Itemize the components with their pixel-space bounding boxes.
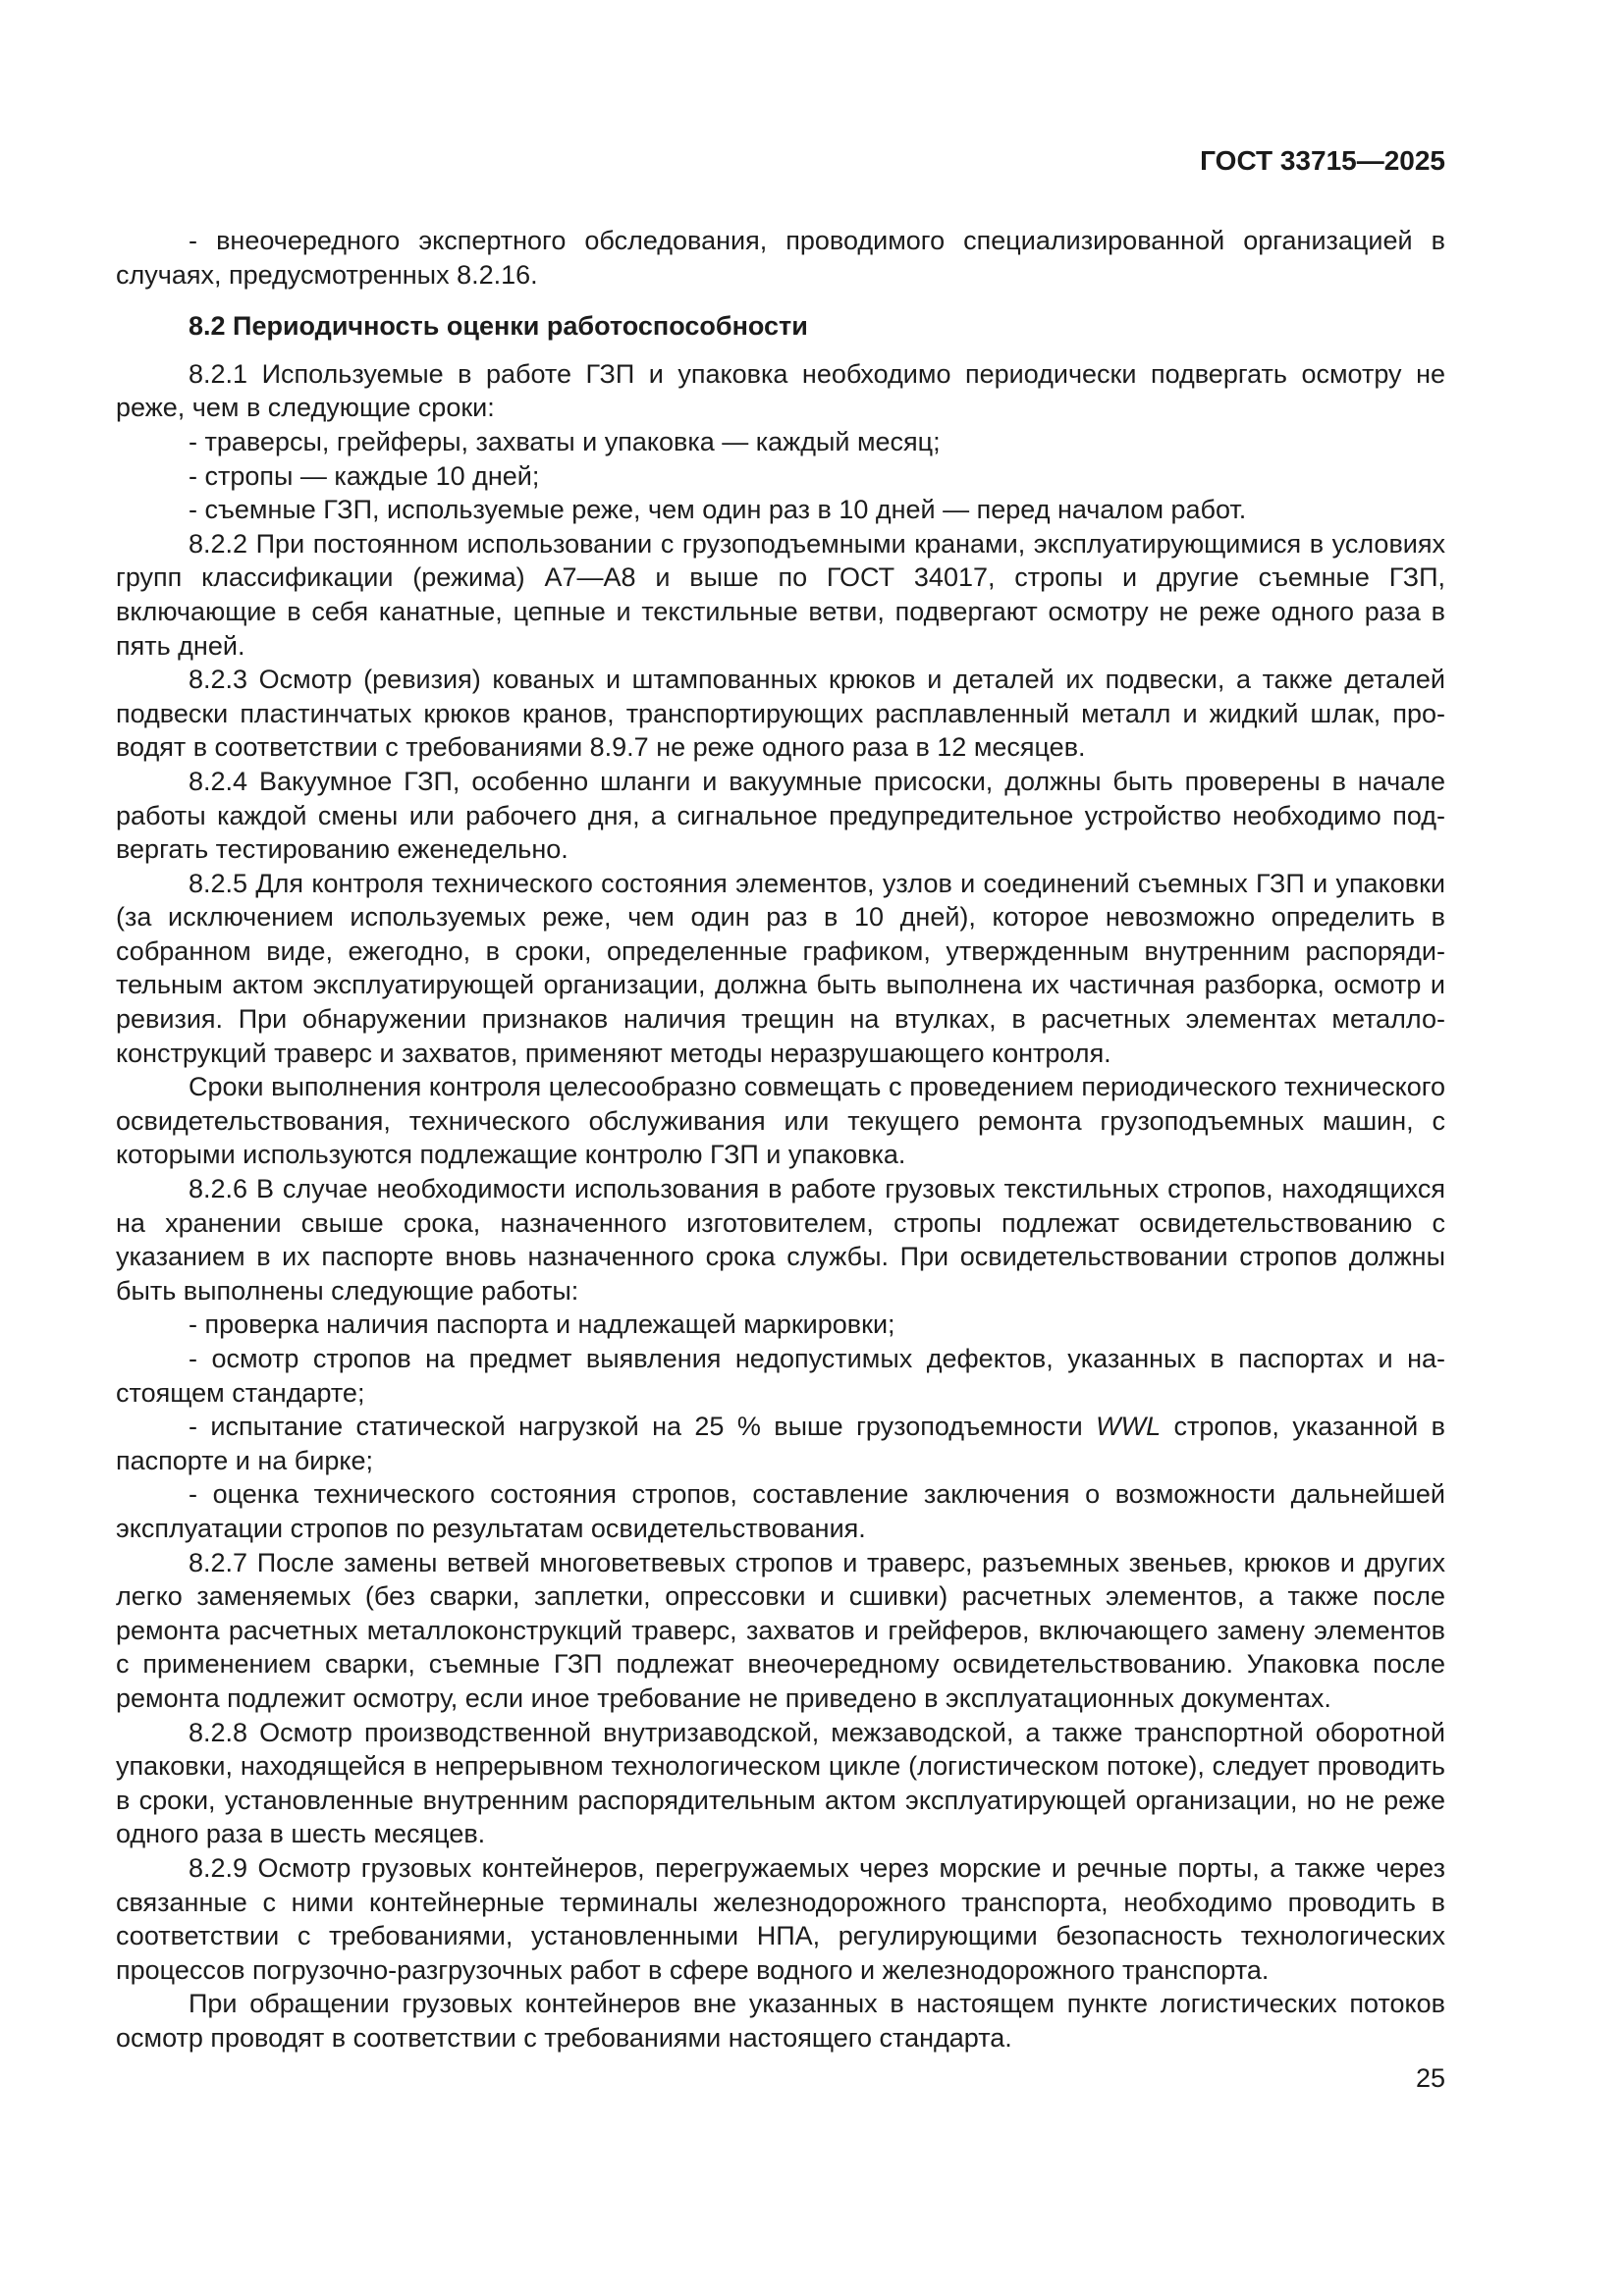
- list-item: - стропы — каждые 10 дней;: [189, 460, 540, 491]
- paragraph: 8.2.3 Осмотр (ревизия) кованых и штампованных крюков и деталей их подвески, а также деталей подвески пластинчатых крюков кранов, транспортирующих расплавленный металл и жидкий шлак, проводят в соответствии с требованиями 8.9.7 не реже одного раза в 12 месяцев.: [116, 665, 1445, 763]
- paragraph: 8.2.2 При постоянном использовании с грузоподъемными кранами, эксплуатирующимися в условиях групп классификации (режима) А7—А8 и выше по ГОСТ 34017, стропы и другие съемные ГЗП, включающие в себя канатные, цепные и текстильные ветви, подвергают осмотру не реже одного раза в пять дней.: [116, 528, 1445, 661]
- paragraph: - внеочередного экспертного обследования, проводимого специализированной организацией в случаях, предусмотренных 8.2.16.: [116, 226, 1445, 290]
- paragraph: 8.2.5 Для контроля технического состояния элементов, узлов и соединений съемных ГЗП и упаковки (за исключением используемых реже, чем один раз в 10 дней), которое невозможно определить в собранном виде, ежегодно, в сроки, определенные графиком, утвержденным внутренним распорядительным актом эксплуатирующей организации, должна быть выполнена их частичная разборка, осмотр и ревизия. При обнаружении признаков наличия трещин на втулках, в расчетных элементах металлоконструкций траверс и захватов, применяют методы неразрушающего контроля.: [116, 868, 1445, 1068]
- paragraph: 8.2.7 После замены ветвей многоветвевых стропов и траверс, разъемных звеньев, крюков и других легко заменяемых (без сварки, заплетки, опрессовки и сшивки) расчетных элементов, а также после ремонта расчетных металлоконструкций траверс, захватов и грейферов, включающего замену элементов с применением сварки, съемные ГЗП подлежат внеочередному освидетельствованию. Упаковка после ремонта подлежит осмотру, если иное требование не приведено в эксплуатационных документах.: [116, 1547, 1445, 1713]
- section-heading: 8.2 Периодичность оценки работоспособности: [189, 311, 808, 342]
- wwl-term: WWL: [1096, 1412, 1162, 1442]
- paragraph: 8.2.6 В случае необходимости использования в работе грузовых текстильных стропов, находящихся на хранении свыше срока, назначенного изготовителем, стропы подлежат освидетельствованию с указанием в их паспорте вновь назначенного срока службы. При освидетельствовании стропов должны быть выполнены следующие работы:: [116, 1174, 1445, 1306]
- paragraph: Сроки выполнения контроля целесообразно совмещать с проведением периодического технического освидетельствования, технического обслуживания или текущего ремонта грузоподъемных машин, с которыми используются подлежащие контролю ГЗП и упаковка.: [116, 1072, 1445, 1170]
- list-item: [116, 1410, 1445, 1477]
- list-item-text: стропов, указанной в паспорте и на бирке;: [116, 1412, 1445, 1475]
- standard-number-header: ГОСТ 33715—2025: [1200, 145, 1445, 176]
- list-item: - проверка наличия паспорта и надлежащей маркировки;: [189, 1309, 895, 1340]
- list-item: - осмотр стропов на предмет выявления недопустимых дефектов, указанных в паспортах и настоящем стандарте;: [116, 1344, 1445, 1408]
- paragraph: При обращении грузовых контейнеров вне указанных в настоящем пункте логистических потоков осмотр проводят в соответствии с требованиями настоящего стандарта.: [116, 1989, 1445, 2053]
- list-item: - траверсы, грейферы, захваты и упаковка — каждый месяц;: [189, 426, 941, 456]
- document-body: [116, 224, 1445, 2055]
- paragraph: 8.2.9 Осмотр грузовых контейнеров, перегружаемых через морские и речные порты, а также через связанные с ними контейнерные терминалы железнодорожного транспорта, необходимо проводить в соответствии с требованиями, установленными НПА, регулирующими безопасность технологических процессов погрузочно-разгрузочных работ в сфере водного и железнодорожного транспорта.: [116, 1852, 1445, 1985]
- list-item-text: - испытание статической нагрузкой на 25 % выше грузоподъемности: [189, 1412, 1097, 1442]
- paragraph: 8.2.4 Вакуумное ГЗП, особенно шланги и вакуумные присоски, должны быть проверены в начале работы каждой смены или рабочего дня, а сигнальное предупредительное устройство необходимо подвергать тестированию еженедельно.: [116, 766, 1445, 865]
- paragraph: 8.2.8 Осмотр производственной внутризаводской, межзаводской, а также транспортной оборотной упаковки, находящейся в непрерывном технологическом цикле (логистическом потоке), следует проводить в сроки, установленные внутренним распорядительным актом эксплуатирующей организации, но не реже одного раза в шесть месяцев.: [116, 1717, 1445, 1849]
- paragraph: 8.2.1 Используемые в работе ГЗП и упаковка необходимо периодически подвергать осмотру не реже, чем в следующие сроки:: [116, 358, 1445, 423]
- page-number: 25: [1415, 2063, 1445, 2093]
- list-item: - съемные ГЗП, используемые реже, чем один раз в 10 дней — перед началом работ.: [189, 495, 1247, 525]
- list-item: - оценка технического состояния стропов, составление заключения о возможности дальнейшей эксплуатации стропов по результатам освидетельствования.: [116, 1479, 1445, 1543]
